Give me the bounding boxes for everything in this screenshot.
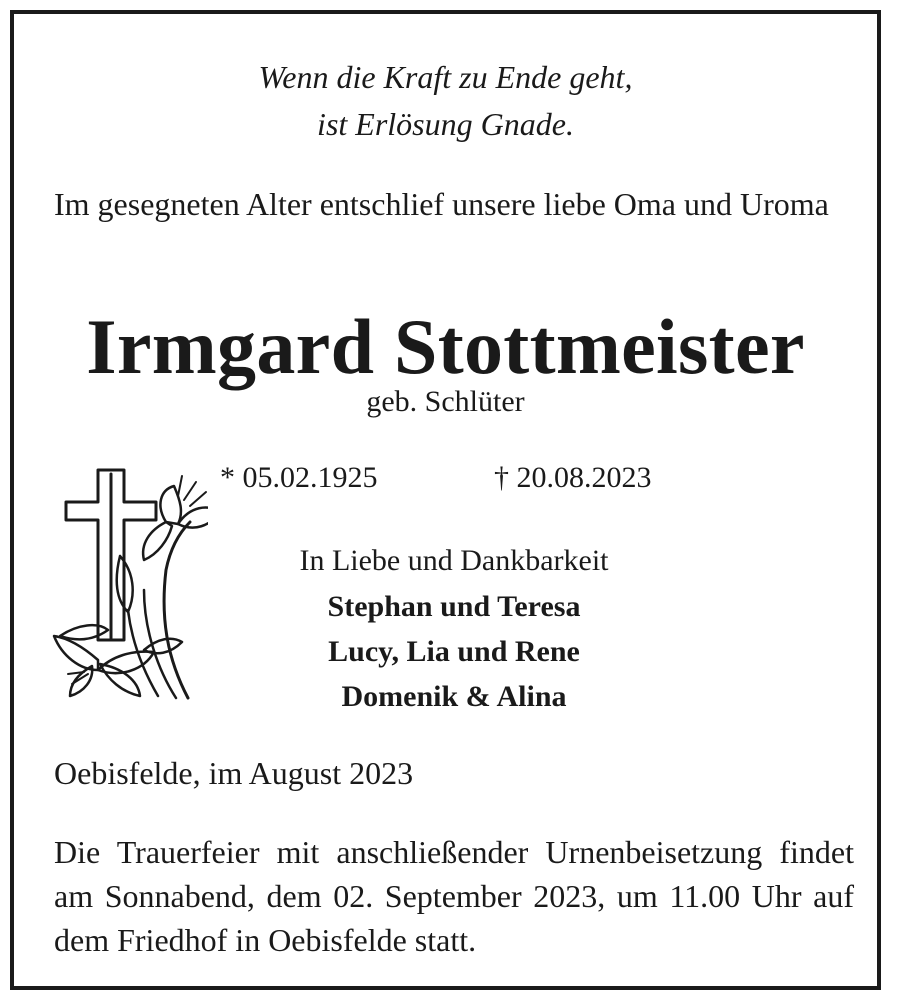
mourner-name: Stephan und Teresa xyxy=(327,590,581,623)
death-date: † 20.08.2023 xyxy=(494,461,652,494)
intro-text: Im gesegneten Alter entschlief unsere liebe Oma und Uroma xyxy=(54,186,829,222)
birth-date: * 05.02.1925 xyxy=(220,461,378,494)
mourner-name: Domenik & Alina xyxy=(341,680,567,713)
cross-with-lily-icon xyxy=(48,460,208,700)
mourner-name: Lucy, Lia und Rene xyxy=(328,635,580,668)
quote-line-2: ist Erlösung Gnade. xyxy=(317,106,574,142)
quote-line-1: Wenn die Kraft zu Ende geht, xyxy=(258,59,633,95)
place-date: Oebisfelde, im August 2023 xyxy=(54,755,414,791)
ceremony-info: Die Trauerfeier mit anschließender Urnenbeisetzung findet am Sonnabend, dem 02. September 2023, um 11.00 Uhr auf dem Friedhof in Oebisfelde statt. xyxy=(54,834,854,958)
deceased-name: Irmgard Stottmeister xyxy=(86,303,805,390)
maiden-name: geb. Schlüter xyxy=(366,385,525,418)
memorial-quote xyxy=(14,54,877,148)
obituary-notice xyxy=(10,10,881,990)
mourners-block xyxy=(194,538,714,719)
mourners-lead: In Liebe und Dankbarkeit xyxy=(299,544,609,577)
